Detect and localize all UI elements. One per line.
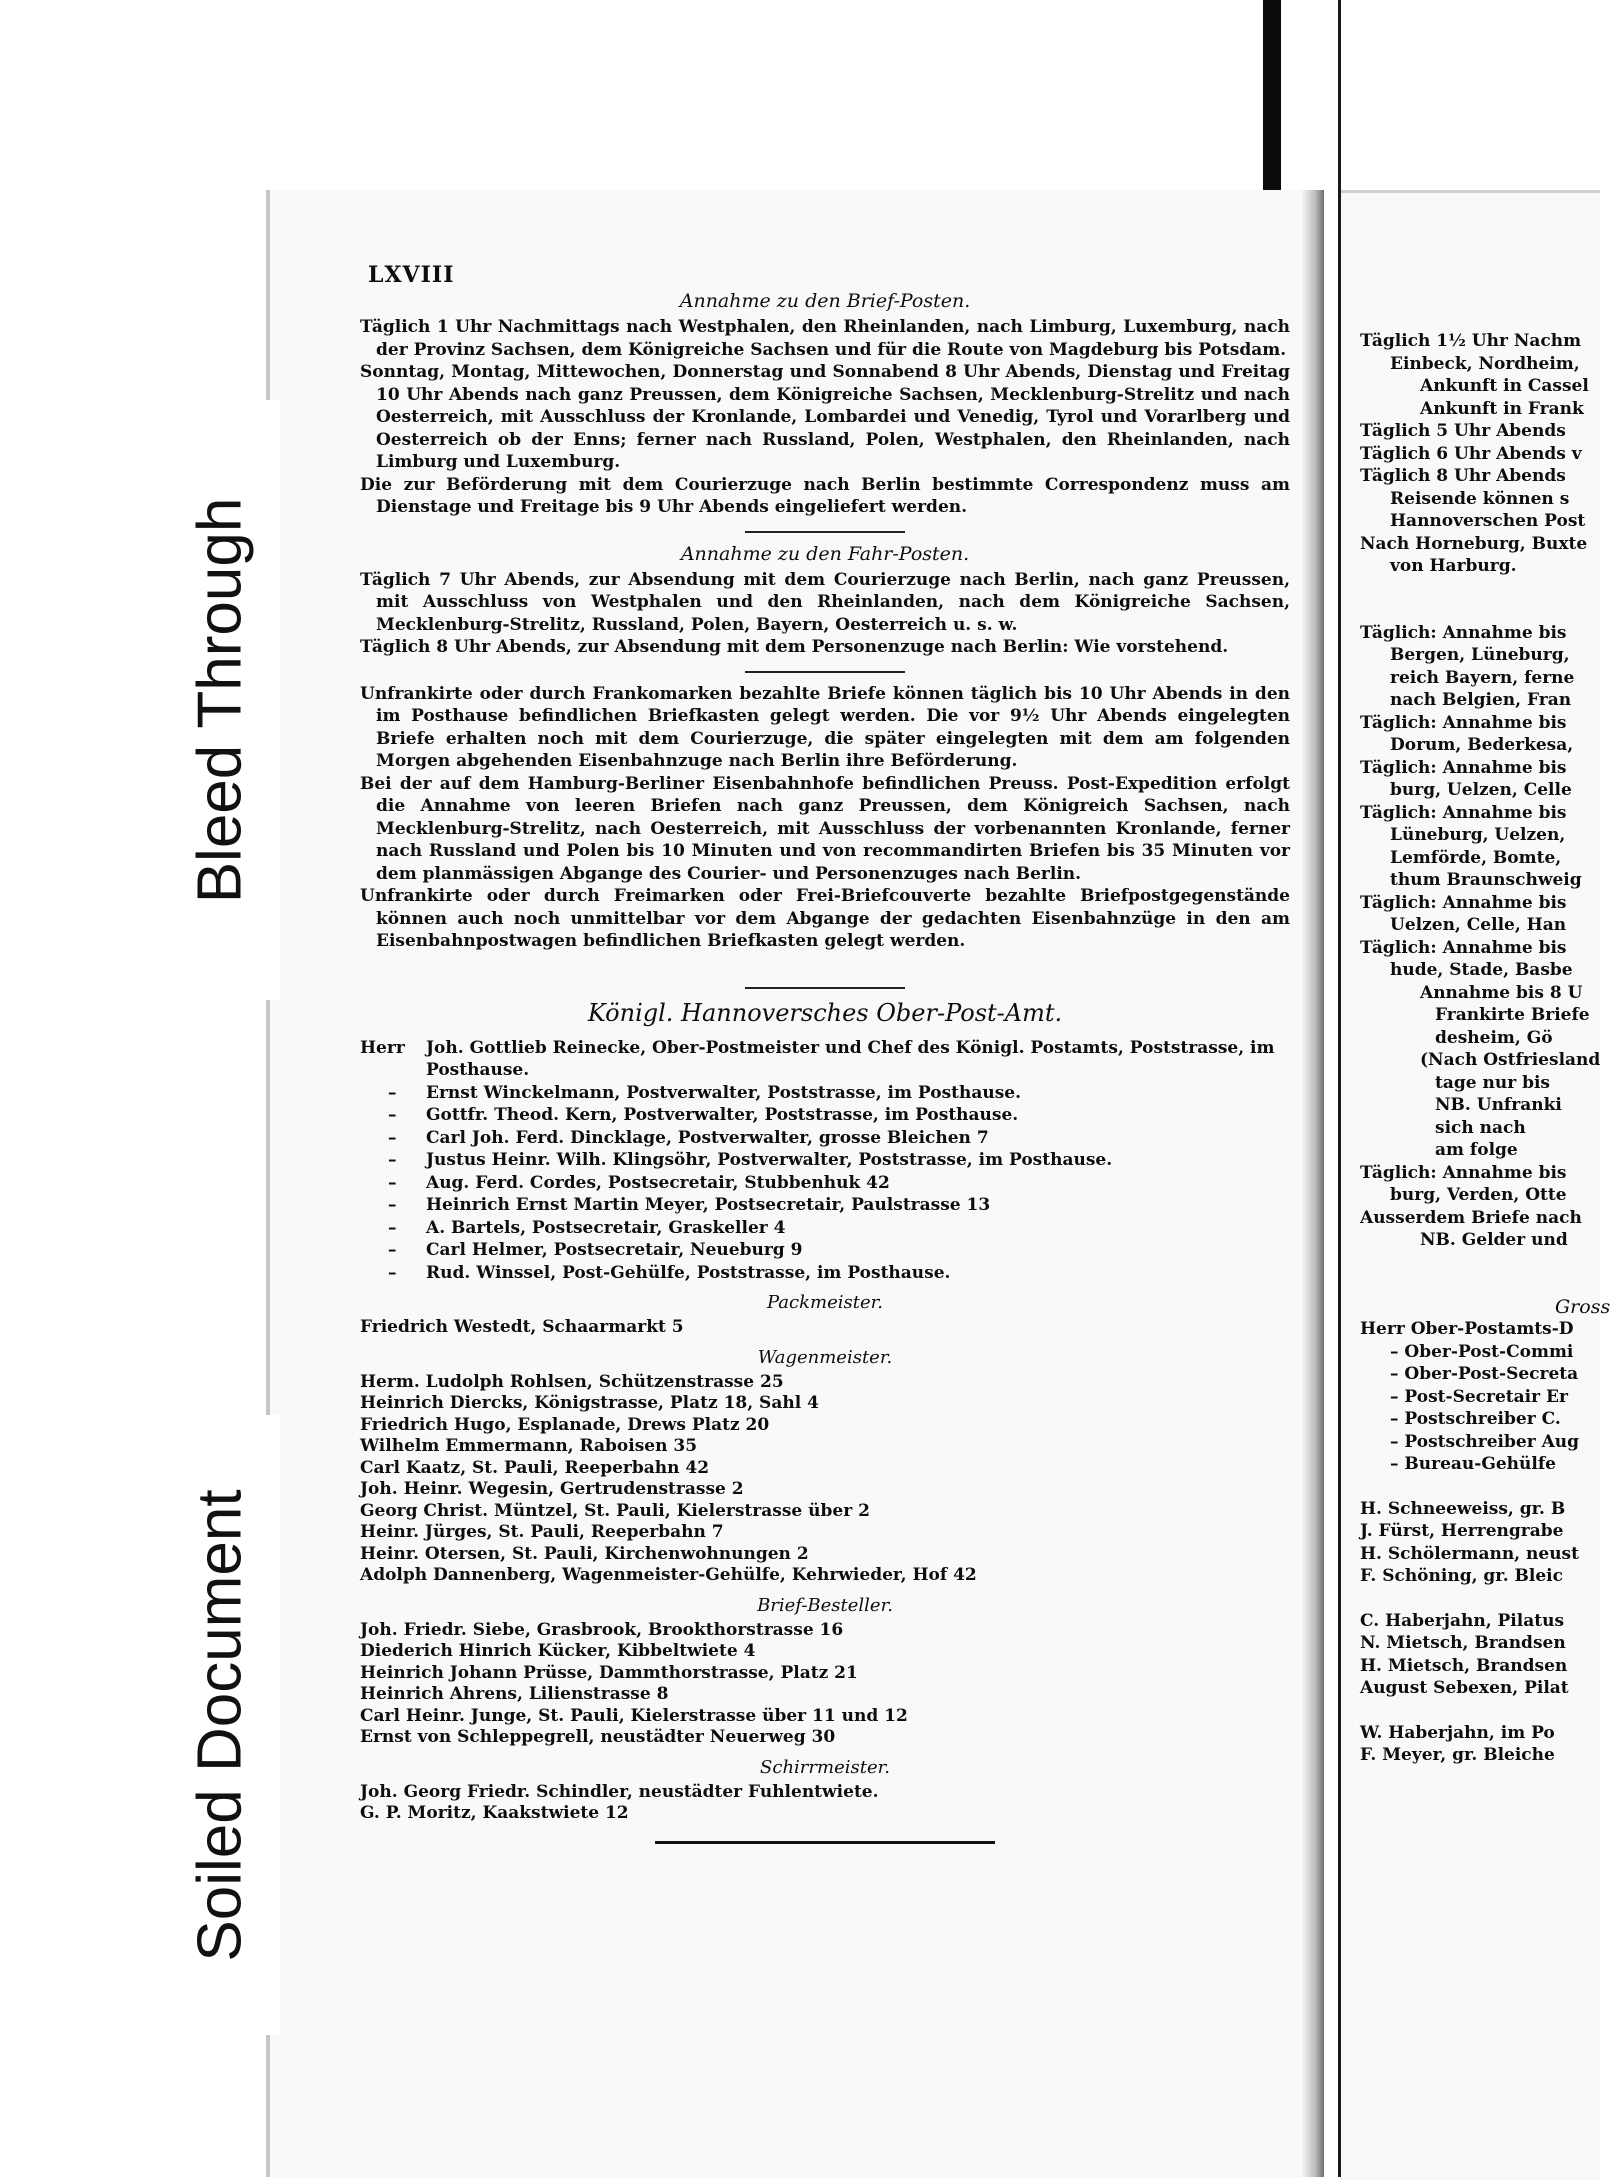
- right-page-line: H. Schölermann, neust: [1360, 1543, 1579, 1564]
- right-page-line: Täglich 6 Uhr Abends v: [1360, 443, 1582, 464]
- list-item: Herm. Ludolph Rohlsen, Schützenstrasse 25: [360, 1371, 784, 1392]
- bleed-through-stamp: [160, 400, 280, 1000]
- chief-entry: [360, 1037, 1290, 1082]
- list-item: Ernst von Schleppegrell, neustädter Neuerweg 30: [360, 1727, 836, 1747]
- staff-entry: [360, 1127, 1290, 1150]
- soiled-document-stamp: [160, 1415, 280, 2035]
- wagenmeister-section: [360, 1347, 1290, 1587]
- right-page-line: von Harburg.: [1390, 556, 1517, 576]
- page-number: LXVIII: [368, 262, 455, 288]
- gutter-line: [1338, 0, 1341, 2177]
- list-item: G. P. Moritz, Kaakstwiete 12: [360, 1803, 629, 1823]
- list-item: Heinr. Jürges, St. Pauli, Reeperbahn 7: [360, 1522, 724, 1542]
- right-page-line: Gross: [1555, 1295, 1610, 1318]
- staff-entry: [360, 1104, 1290, 1127]
- right-page-line: Bergen, Lüneburg,: [1390, 645, 1570, 665]
- right-page-line: Annahme bis 8 U: [1420, 982, 1583, 1003]
- right-page-line: tage nur bis: [1435, 1072, 1550, 1093]
- fahr-posten-section: [360, 543, 1290, 659]
- right-page-line: Einbeck, Nordheim,: [1390, 353, 1580, 374]
- right-page-line: Täglich 8 Uhr Abends: [1360, 466, 1566, 486]
- ober-post-amt-title: Königl. Hannoversches Ober-Post-Amt.: [587, 998, 1063, 1027]
- dash-mark: –: [388, 1195, 397, 1215]
- dash-mark: –: [388, 1262, 397, 1283]
- chief-name: Joh. Gottlieb Reinecke, Ober-Postmeister und Chef des Königl. Postamts, Poststrasse, im Posthause.: [426, 1037, 1275, 1080]
- line-spacer: [1360, 1588, 1600, 1610]
- right-page-line: – Ober-Post-Secreta: [1390, 1364, 1579, 1384]
- right-page-line: Täglich 5 Uhr Abends: [1360, 421, 1566, 441]
- right-page-line: (Nach Ostfriesland: [1420, 1050, 1601, 1070]
- staff-name: Heinrich Ernst Martin Meyer, Postsecretair, Paulstrasse 13: [426, 1195, 991, 1215]
- line-spacer: [1360, 1700, 1600, 1722]
- brief-posten-section: [360, 290, 1290, 519]
- staff-entry: [360, 1149, 1290, 1172]
- notice-paragraph: Unfrankirte oder durch Freimarken oder Frei-Briefcouverte bezahlte Briefpostgegenstände können auch noch unmittelbar vor dem Abgange der gedachten Eisenbahnzüge in den am Eisenbahnpostwagen befindlichen Briefkasten gelegt werden.: [360, 886, 1290, 951]
- right-page-line: reich Bayern, ferne: [1390, 667, 1575, 688]
- right-page-line: Täglich: Annahme bis: [1360, 892, 1567, 913]
- right-page-line: N. Mietsch, Brandsen: [1360, 1633, 1566, 1653]
- dash-mark: –: [388, 1172, 397, 1193]
- wagenmeister-heading: Wagenmeister.: [757, 1346, 893, 1368]
- right-page-line: Dorum, Bederkesa,: [1390, 735, 1574, 755]
- packmeister-heading: Packmeister.: [767, 1292, 883, 1313]
- right-page-line: – Bureau-Gehülfe: [1390, 1454, 1556, 1474]
- wagenmeister-list: [360, 1372, 1290, 1587]
- herr-label: Herr: [360, 1037, 405, 1058]
- schirrmeister-heading: Schirrmeister.: [760, 1756, 890, 1778]
- right-page-line: burg, Verden, Otte: [1390, 1185, 1567, 1205]
- left-page-content: [360, 262, 1290, 1844]
- staff-name: Justus Heinr. Wilh. Klingsöhr, Postverwalter, Poststrasse, im Posthause.: [426, 1150, 1113, 1170]
- right-page-line: C. Haberjahn, Pilatus: [1360, 1610, 1565, 1631]
- right-page-line: Frankirte Briefe: [1435, 1005, 1590, 1025]
- list-item: Carl Heinr. Junge, St. Pauli, Kielerstrasse über 11 und 12: [360, 1705, 908, 1726]
- staff-entry: [360, 1194, 1290, 1217]
- fahr-posten-heading: Annahme zu den Fahr-Posten.: [680, 542, 970, 565]
- schirrmeister-section: [360, 1757, 1290, 1825]
- brief-posten-paragraph: Sonntag, Montag, Mittewochen, Donnerstag und Sonnabend 8 Uhr Abends, Dienstag und Freitag 10 Uhr Abends nach ganz Preussen, dem Königreiche Sachsen, Mecklenburg-Strelitz und nach Oesterreich, mit Ausschluss der Kronlande, Lombardei und Venedig, Tyrol und Vorarlberg und Oesterreich ob der Enns; ferner nach Russland, Polen, Westphalen, den Rheinlanden, nach Limburg und Luxemburg.: [360, 362, 1290, 472]
- right-page-line: Reisende können s: [1390, 488, 1570, 509]
- schirrmeister-list: [360, 1782, 1290, 1825]
- staff-entry: [360, 1217, 1290, 1240]
- line-spacer: [1360, 600, 1600, 622]
- right-page-line: F. Meyer, gr. Bleiche: [1360, 1745, 1555, 1765]
- dash-mark: –: [388, 1127, 397, 1148]
- right-page-line: NB. Unfranki: [1435, 1095, 1562, 1115]
- dash-mark: –: [388, 1082, 397, 1103]
- line-spacer: [1360, 1274, 1600, 1296]
- line-spacer: [1360, 1476, 1600, 1498]
- right-page-line: Täglich: Annahme bis: [1360, 712, 1567, 733]
- right-page-line: H. Schneeweiss, gr. B: [1360, 1498, 1566, 1519]
- staff-entry: [360, 1082, 1290, 1105]
- right-page-line: Täglich: Annahme bis: [1360, 757, 1567, 778]
- list-item: Joh. Heinr. Wegesin, Gertrudenstrasse 2: [360, 1479, 744, 1499]
- right-page-line: Täglich 1½ Uhr Nachm: [1360, 331, 1582, 351]
- list-item: Heinrich Johann Prüsse, Dammthorstrasse, Platz 21: [360, 1662, 858, 1683]
- right-page-line: – Postschreiber C.: [1390, 1409, 1561, 1429]
- list-item: Joh. Georg Friedr. Schindler, neustädter Fuhlentwiete.: [360, 1781, 879, 1802]
- staff-name: Rud. Winssel, Post-Gehülfe, Poststrasse, im Posthause.: [426, 1262, 951, 1283]
- staff-list: [360, 1082, 1290, 1285]
- dash-mark: –: [388, 1217, 397, 1238]
- list-item: Diederich Hinrich Kücker, Kibbeltwiete 4: [360, 1641, 756, 1661]
- list-item: Wilhelm Emmermann, Raboisen 35: [360, 1436, 698, 1456]
- right-page-line: nach Belgien, Fran: [1390, 690, 1572, 710]
- right-page-line: thum Braunschweig: [1390, 870, 1582, 890]
- staff-name: A. Bartels, Postsecretair, Graskeller 4: [426, 1217, 786, 1238]
- staff-entry: [360, 1172, 1290, 1195]
- list-item: Friedrich Westedt, Schaarmarkt 5: [360, 1317, 684, 1337]
- dash-mark: –: [388, 1105, 397, 1125]
- spine-shadow: [1302, 190, 1324, 2177]
- list-item: Joh. Friedr. Siebe, Grasbrook, Brookthorstrasse 16: [360, 1619, 844, 1640]
- right-page-line: Herr Ober-Postamts-D: [1360, 1319, 1574, 1339]
- right-page-line: NB. Gelder und: [1420, 1230, 1568, 1250]
- fahr-posten-paragraph: Täglich 8 Uhr Abends, zur Absendung mit dem Personenzuge nach Berlin: Wie vorstehend.: [360, 637, 1229, 657]
- right-page-line: Ausserdem Briefe nach: [1360, 1207, 1582, 1228]
- right-page-content: [1360, 330, 1610, 1767]
- dash-mark: –: [388, 1150, 397, 1170]
- gutter-shadow-bar: [1263, 0, 1281, 195]
- right-page-line: F. Schöning, gr. Bleic: [1360, 1566, 1563, 1586]
- list-item: Heinr. Otersen, St. Pauli, Kirchenwohnungen 2: [360, 1543, 809, 1564]
- fahr-posten-paragraph: Täglich 7 Uhr Abends, zur Absendung mit dem Courierzuge nach Berlin, nach ganz Preussen, mit Ausschluss von Westphalen und den Rheinlanden, nach dem Königreiche Sachsen, Mecklenburg-Strelitz, Russland, Polen, Bayern, Oesterreich u. s. w.: [360, 569, 1290, 635]
- right-page-line: W. Haberjahn, im Po: [1360, 1722, 1555, 1743]
- right-page-line: hude, Stade, Basbe: [1390, 960, 1573, 980]
- right-page-line: – Postschreiber Aug: [1390, 1431, 1580, 1452]
- notice-paragraph: Bei der auf dem Hamburg-Berliner Eisenbahnhofe befindlichen Preuss. Post-Expedition erfolgt die Annahme von leeren Briefen nach ganz Preussen, dem Königreich Sachsen, nach Mecklenburg-Strelitz, nach Oesterreich, mit Ausschluss der vorbenannten Kronlande, ferner nach Russland und Polen bis 10 Minuten und von recommandirten Briefen bis 35 Minuten vor dem planmässigen Abgange des Courier- und Personenzuges nach Berlin.: [360, 773, 1290, 884]
- right-page-line: – Ober-Post-Commi: [1390, 1341, 1574, 1362]
- list-item: Georg Christ. Müntzel, St. Pauli, Kielerstrasse über 2: [360, 1500, 870, 1521]
- brief-besteller-heading: Brief-Besteller.: [757, 1594, 893, 1616]
- right-page-line: H. Mietsch, Brandsen: [1360, 1655, 1568, 1676]
- bleed-through-label: Bleed Through: [185, 497, 255, 903]
- right-page-line: Nach Horneburg, Buxte: [1360, 533, 1588, 554]
- list-item: Friedrich Hugo, Esplanade, Drews Platz 20: [360, 1414, 770, 1435]
- right-page-line: August Sebexen, Pilat: [1360, 1678, 1569, 1698]
- right-page-line: sich nach: [1435, 1117, 1526, 1138]
- list-item: Heinrich Diercks, Königstrasse, Platz 18, Sahl 4: [360, 1393, 819, 1413]
- right-page-line: Täglich: Annahme bis: [1360, 1162, 1567, 1183]
- right-page-line: Täglich: Annahme bis: [1360, 937, 1567, 958]
- right-page-line: Ankunft in Frank: [1420, 398, 1584, 419]
- right-page-line: am folge: [1435, 1140, 1518, 1160]
- right-page-line: Ankunft in Cassel: [1420, 376, 1589, 396]
- staff-entry: [360, 1239, 1290, 1262]
- section-divider: [745, 987, 905, 989]
- brief-besteller-section: [360, 1595, 1290, 1749]
- brief-posten-paragraph: Die zur Beförderung mit dem Courierzuge nach Berlin bestimmte Correspondenz muss am Dienstage und Freitage bis 9 Uhr Abends eingeliefert werden.: [360, 474, 1290, 517]
- right-page-line: J. Fürst, Herrengrabe: [1360, 1521, 1564, 1541]
- right-page-line: Uelzen, Celle, Han: [1390, 915, 1567, 935]
- staff-name: Carl Joh. Ferd. Dincklage, Postverwalter, grosse Bleichen 7: [426, 1127, 989, 1148]
- line-spacer: [1360, 578, 1600, 600]
- right-page-line: Täglich: Annahme bis: [1360, 802, 1567, 823]
- right-page-line: Lemförde, Bomte,: [1390, 847, 1562, 868]
- right-page-line: burg, Uelzen, Celle: [1390, 780, 1572, 800]
- list-item: Carl Kaatz, St. Pauli, Reeperbahn 42: [360, 1457, 710, 1478]
- staff-name: Aug. Ferd. Cordes, Postsecretair, Stubbenhuk 42: [426, 1172, 890, 1193]
- line-spacer: [1360, 1252, 1600, 1274]
- right-page-line: Täglich: Annahme bis: [1360, 622, 1567, 643]
- ober-post-amt-section: [360, 999, 1290, 1285]
- staff-entry: [360, 1262, 1290, 1285]
- right-page-line: Hannoverschen Post: [1390, 511, 1586, 531]
- brief-besteller-list: [360, 1620, 1290, 1749]
- packmeister-list: [360, 1317, 1290, 1339]
- brief-posten-paragraph: Täglich 1 Uhr Nachmittags nach Westphalen, den Rheinlanden, nach Limburg, Luxemburg, nach der Provinz Sachsen, dem Königreiche Sachsen und für die Route von Magdeburg bis Potsdam.: [360, 317, 1290, 360]
- list-item: Heinrich Ahrens, Lilienstrasse 8: [360, 1684, 669, 1704]
- closing-rule: [655, 1841, 995, 1844]
- brief-posten-heading: Annahme zu den Brief-Posten.: [679, 290, 971, 312]
- list-item: Adolph Dannenberg, Wagenmeister-Gehülfe, Kehrwieder, Hof 42: [360, 1565, 977, 1585]
- notices-section: [360, 683, 1290, 953]
- right-page-line: desheim, Gö: [1435, 1027, 1553, 1048]
- right-page-line: Lüneburg, Uelzen,: [1390, 825, 1566, 845]
- packmeister-section: [360, 1292, 1290, 1339]
- section-divider: [745, 671, 905, 673]
- soiled-document-label: Soiled Document: [185, 1488, 255, 1962]
- staff-name: Gottfr. Theod. Kern, Postverwalter, Poststrasse, im Posthause.: [426, 1105, 1019, 1125]
- right-page-line: – Post-Secretair Er: [1390, 1386, 1568, 1407]
- dash-mark: –: [388, 1240, 397, 1260]
- section-divider: [745, 531, 905, 533]
- notice-paragraph: Unfrankirte oder durch Frankomarken bezahlte Briefe können täglich bis 10 Uhr Abends in den im Posthause befindlichen Briefkasten gelegt werden. Die vor 9½ Uhr Abends eingelegten Briefe erhalten noch mit dem Courierzuge, die später eingelegten mit dem am folgenden Morgen abgehenden Eisenbahnzuge nach Berlin ihre Beförderung.: [360, 683, 1290, 771]
- staff-name: Carl Helmer, Postsecretair, Neueburg 9: [426, 1240, 803, 1260]
- staff-name: Ernst Winckelmann, Postverwalter, Poststrasse, im Posthause.: [426, 1082, 1022, 1103]
